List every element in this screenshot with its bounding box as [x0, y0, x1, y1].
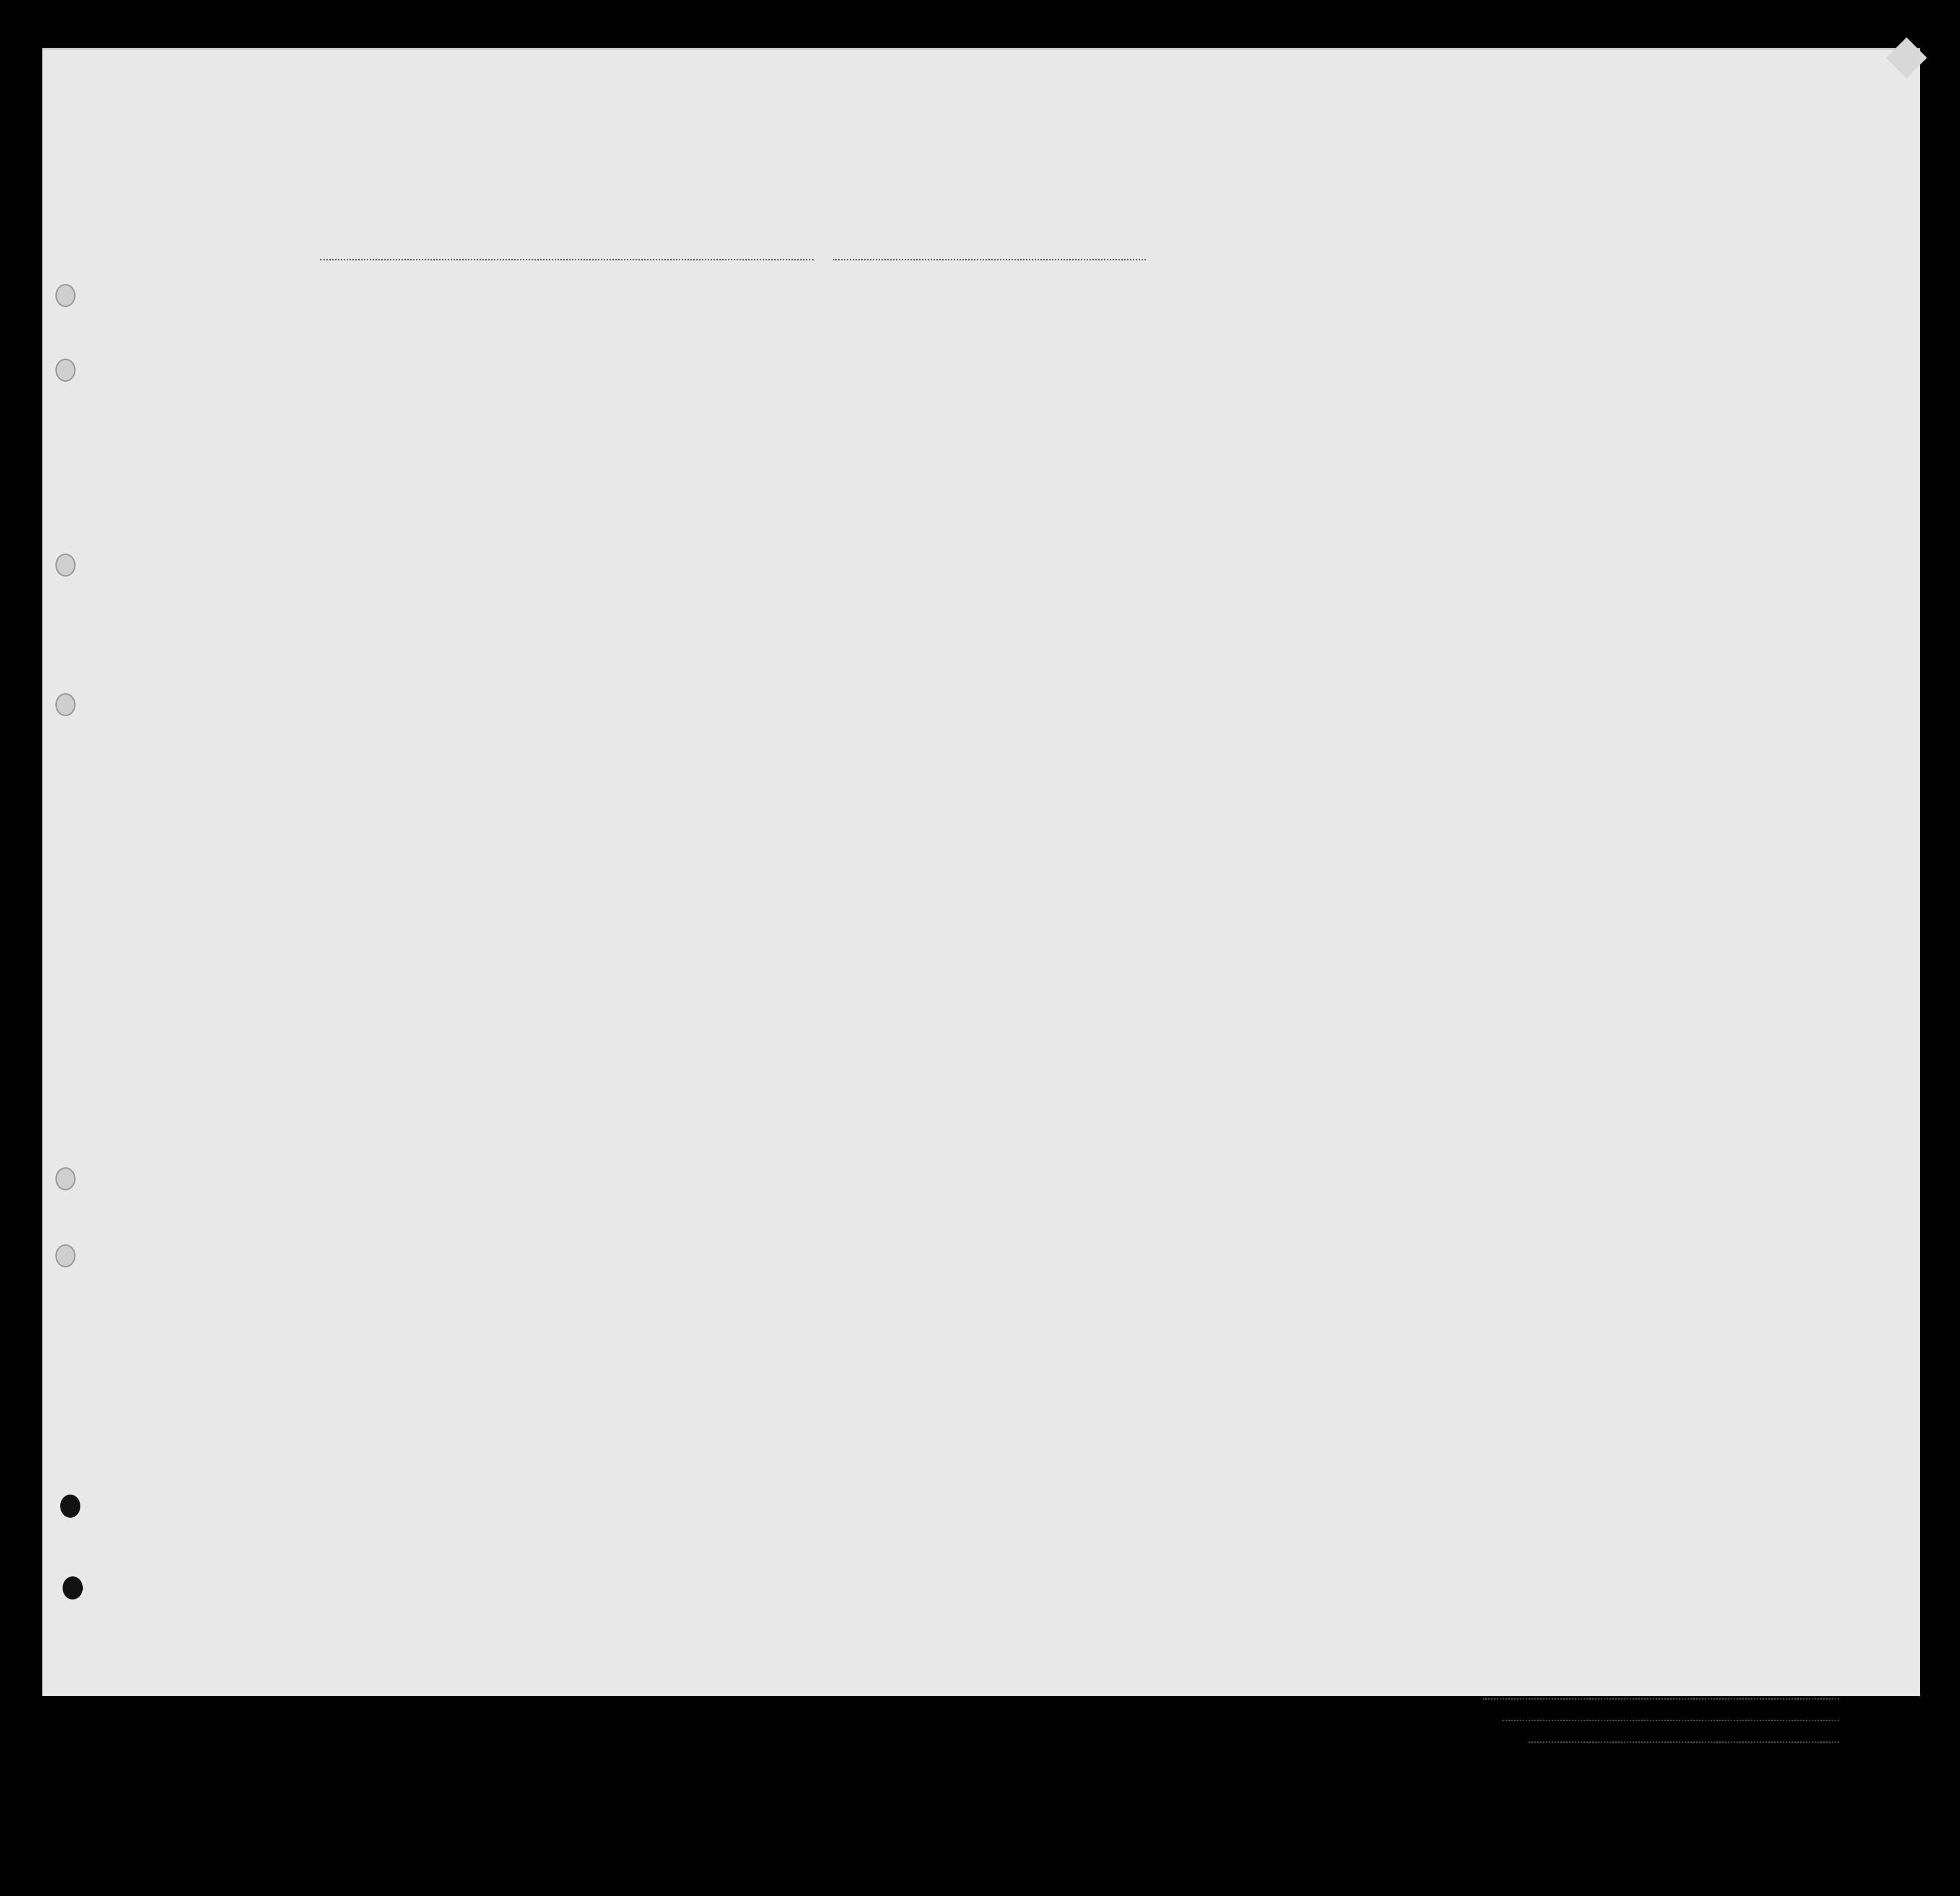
header-purpose-a [1124, 347, 1158, 450]
header-purpose-b [1160, 347, 1194, 450]
binder-hole [63, 1576, 83, 1599]
header-labor-offer [1382, 322, 1413, 450]
header-polygamist [1276, 322, 1295, 450]
header-inches [1607, 404, 1626, 448]
owners-field [1502, 1720, 1839, 1721]
binder-hole [55, 359, 76, 382]
agents-field [1529, 1741, 1839, 1743]
binder-hole [55, 284, 76, 307]
line-field [1483, 1698, 1839, 1700]
header-anarchist [1300, 322, 1319, 450]
header-excluded [1417, 322, 1436, 450]
header-deported [1441, 322, 1463, 450]
header-purpose-c [1199, 347, 1233, 450]
header-feet [1583, 404, 1602, 448]
binder-hole [55, 693, 76, 716]
header-prison [1237, 322, 1269, 450]
header-money [673, 322, 697, 448]
binder-hole [60, 1495, 80, 1518]
header-ticket [549, 322, 573, 448]
binder-hole [55, 1244, 76, 1267]
binder-hole [55, 554, 76, 577]
header-q28 [1324, 322, 1377, 450]
binder-hole [55, 1167, 76, 1190]
